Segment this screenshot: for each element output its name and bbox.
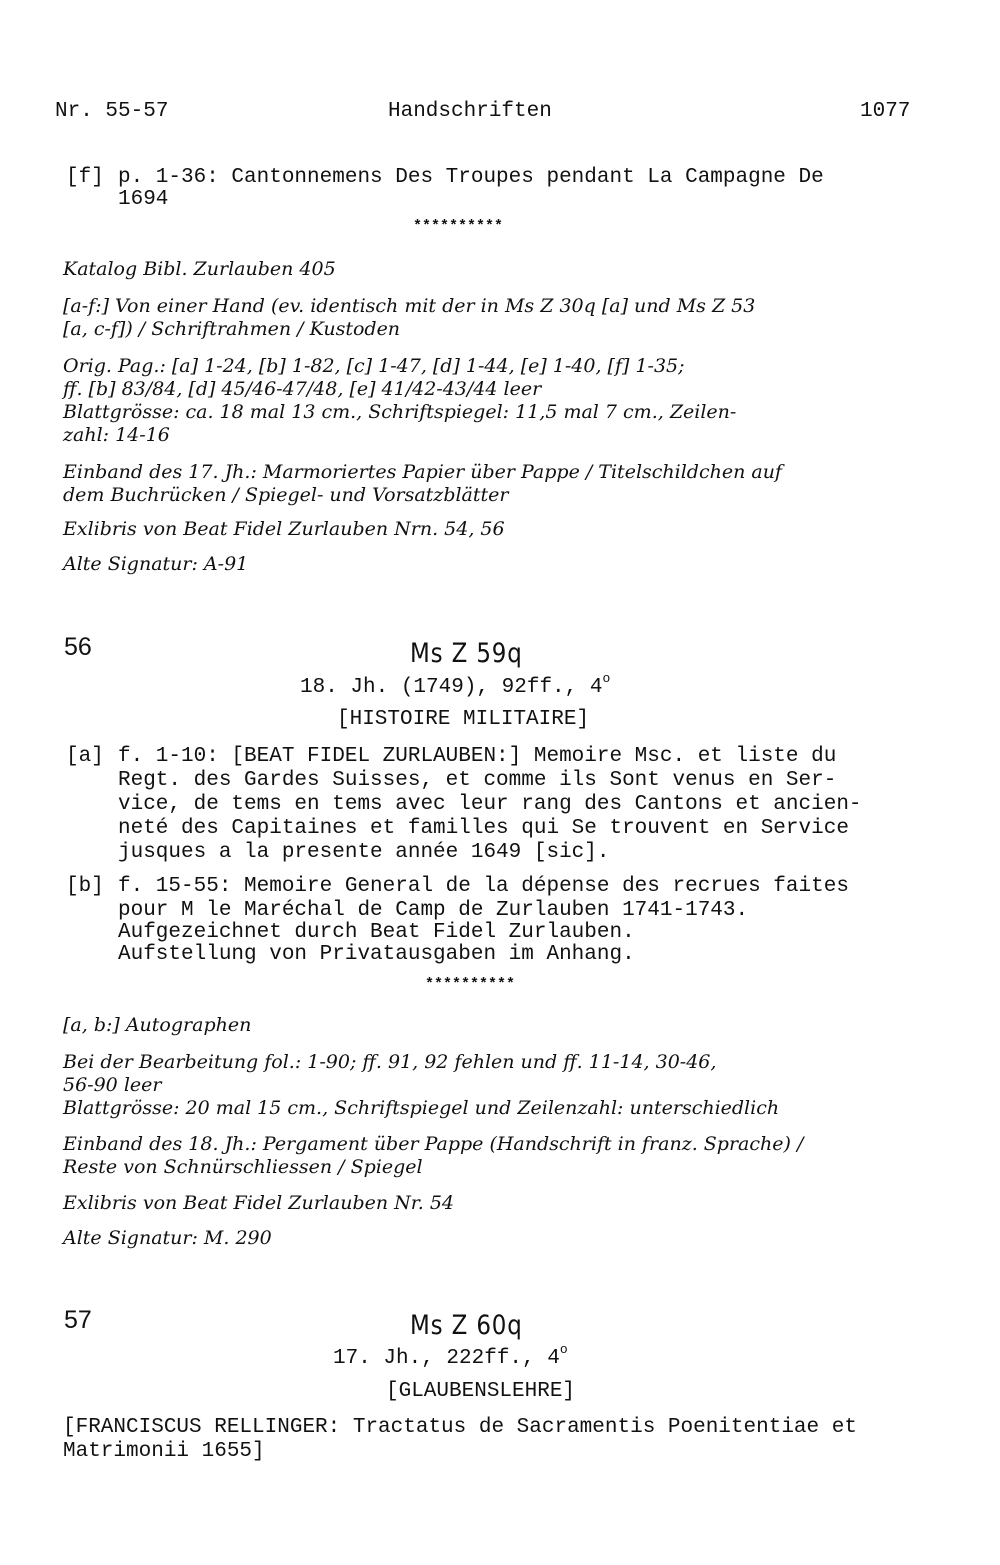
text-line1: [FRANCISCUS RELLINGER: Tractatus de Sacramentis Poenitentiae et <box>63 1416 857 1439</box>
item-b-line: Aufstellung von Privatausgaben im Anhang. <box>118 943 635 966</box>
binding-line1: Einband des 17. Jh.: Marmoriertes Papier über Pappe / Titelschildchen auf <box>63 461 782 483</box>
binding-line2: Reste von Schnürschliessen / Spiegel <box>63 1156 423 1178</box>
date-format-57: 17. Jh., 222ff., 4$^o$ <box>333 1342 568 1370</box>
shelfmark-57: Ms Z 60q <box>410 1310 523 1341</box>
item-b-line: pour M le Maréchal de Camp de Zurlauben 1741-1743. <box>118 899 749 922</box>
item-a-line: Regt. des Gardes Suisses, et comme ils Sont venus en Ser- <box>118 769 837 792</box>
pagination-line3: Blattgrösse: ca. 18 mal 13 cm., Schriftspiegel: 11,5 mal 7 cm., Zeilen- <box>63 401 737 423</box>
autographen-note: [a, b:] Autographen <box>63 1014 252 1036</box>
page-number: 1077 <box>860 100 911 123</box>
pagination-line4: zahl: 14-16 <box>63 424 170 446</box>
item-b-line: Aufgezeichnet durch Beat Fidel Zurlauben. <box>118 921 635 944</box>
item-a-label: [a] <box>66 745 104 768</box>
item-b-line: f. 15-55: Memoire General de la dépense des recrues faites <box>118 875 849 898</box>
title-56: [HISTOIRE MILITAIRE] <box>337 708 590 731</box>
item-f-label: [f] <box>66 166 104 189</box>
text-line2: Matrimonii 1655] <box>63 1440 265 1463</box>
item-f-line1: p. 1-36: Cantonnemens Des Troupes pendant La Campagne De <box>118 166 824 189</box>
exlibris-note: Exlibris von Beat Fidel Zurlauben Nr. 54 <box>63 1192 455 1214</box>
hand-note-line1: [a-f:] Von einer Hand (ev. identisch mit der in Ms Z 30q [a] und Ms Z 53 <box>63 295 756 317</box>
header-center: Handschriften <box>388 100 552 123</box>
date-format-56: 18. Jh. (1749), 92ff., 4$^o$ <box>300 671 611 699</box>
item-b-label: [b] <box>66 875 104 898</box>
entry-number-57: 57 <box>64 1306 92 1334</box>
item-f-line2: 1694 <box>118 188 169 211</box>
entry-number-56: 56 <box>64 633 92 661</box>
exlibris-note: Exlibris von Beat Fidel Zurlauben Nrn. 54, 56 <box>63 518 505 540</box>
binding-line1: Einband des 18. Jh.: Pergament über Pappe (Handschrift in franz. Sprache) / <box>63 1133 804 1155</box>
item-a-line: f. 1-10: [BEAT FIDEL ZURLAUBEN:] Memoire Msc. et liste du <box>118 745 837 768</box>
pagination-line1: Orig. Pag.: [a] 1-24, [b] 1-82, [c] 1-47, [d] 1-44, [e] 1-40, [f] 1-35; <box>63 355 685 377</box>
item-a-line: jusques a la presente année 1649 [sic]. <box>118 841 610 864</box>
old-signature: Alte Signatur: A-91 <box>63 553 249 575</box>
separator-stars: ********** <box>413 218 504 235</box>
header-left: Nr. 55-57 <box>55 100 169 123</box>
katalog-ref: Katalog Bibl. Zurlauben 405 <box>63 258 336 280</box>
item-a-line: vice, de tems en tems avec leur rang des Cantons et ancien- <box>118 793 862 816</box>
hand-note-line2: [a, c-f]) / Schriftrahmen / Kustoden <box>63 318 401 340</box>
foliation-line1: Bei der Bearbeitung fol.: 1-90; ff. 91, 92 fehlen und ff. 11-14, 30-46, <box>63 1051 717 1073</box>
shelfmark-56: Ms Z 59q <box>410 638 523 669</box>
separator-stars: ********** <box>425 976 516 993</box>
leaf-size: Blattgrösse: 20 mal 15 cm., Schriftspiegel und Zeilenzahl: unterschiedlich <box>63 1097 780 1119</box>
binding-line2: dem Buchrücken / Spiegel- und Vorsatzblätter <box>63 484 509 506</box>
title-57: [GLAUBENSLEHRE] <box>386 1380 576 1403</box>
foliation-line2: 56-90 leer <box>63 1074 162 1096</box>
old-signature: Alte Signatur: M. 290 <box>63 1227 272 1249</box>
item-a-line: neté des Capitaines et familles qui Se trouvent en Service <box>118 817 849 840</box>
pagination-line2: ff. [b] 83/84, [d] 45/46-47/48, [e] 41/42-43/44 leer <box>63 378 542 400</box>
